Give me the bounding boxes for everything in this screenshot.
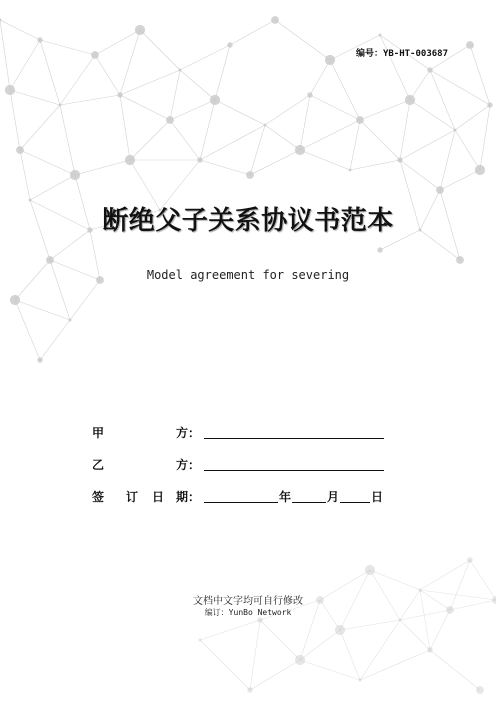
page-subtitle: Model agreement for severing bbox=[146, 268, 350, 282]
network-line bbox=[310, 60, 330, 95]
network-dot bbox=[91, 51, 99, 59]
year-label: 年 bbox=[279, 490, 292, 504]
network-dot bbox=[199, 639, 202, 642]
network-line bbox=[410, 70, 430, 100]
network-line bbox=[370, 570, 420, 590]
network-line bbox=[265, 125, 300, 150]
network-line bbox=[120, 95, 170, 120]
network-dot bbox=[135, 25, 145, 35]
month-input-line[interactable] bbox=[292, 502, 326, 503]
network-line bbox=[350, 120, 360, 170]
network-dot bbox=[405, 95, 415, 105]
network-line bbox=[60, 105, 75, 175]
network-dot bbox=[197, 157, 202, 162]
network-line bbox=[75, 160, 130, 175]
party-b-label-suffix: 方： bbox=[176, 458, 201, 472]
network-line bbox=[70, 280, 100, 320]
network-line bbox=[430, 70, 455, 130]
network-dot bbox=[10, 295, 20, 305]
network-line bbox=[215, 100, 265, 125]
network-line bbox=[420, 560, 470, 590]
network-line bbox=[400, 100, 410, 160]
network-line bbox=[15, 300, 70, 320]
network-dot bbox=[125, 155, 135, 165]
network-dot bbox=[365, 565, 375, 575]
network-line bbox=[300, 95, 310, 150]
network-line bbox=[340, 620, 400, 630]
network-line bbox=[330, 60, 360, 120]
network-line bbox=[170, 100, 215, 120]
network-dot bbox=[359, 679, 362, 682]
network-line bbox=[200, 125, 265, 160]
network-dot bbox=[476, 686, 484, 694]
network-line bbox=[480, 105, 490, 170]
network-line bbox=[20, 150, 30, 200]
network-line bbox=[180, 70, 215, 100]
editable-note: 文档中文字均可自行修改 bbox=[193, 596, 303, 607]
network-dot bbox=[436, 186, 444, 194]
network-line bbox=[430, 70, 490, 105]
network-line bbox=[215, 45, 230, 100]
network-line bbox=[440, 130, 455, 190]
network-dot bbox=[37, 37, 42, 42]
network-dot bbox=[295, 655, 305, 665]
network-dot bbox=[379, 34, 382, 37]
network-dot bbox=[397, 157, 402, 162]
network-dot bbox=[271, 16, 279, 24]
network-line bbox=[360, 620, 400, 680]
network-line bbox=[300, 150, 350, 170]
network-line bbox=[40, 320, 70, 360]
network-line bbox=[40, 40, 95, 55]
party-a-label-char: 甲 bbox=[92, 426, 105, 440]
network-dot bbox=[335, 625, 345, 635]
network-line bbox=[310, 95, 360, 120]
network-line bbox=[200, 620, 260, 640]
network-dot bbox=[475, 165, 485, 175]
network-dot bbox=[246, 171, 254, 179]
sign-date-label-4: 期： bbox=[176, 490, 201, 504]
day-label: 日 bbox=[371, 490, 384, 504]
network-line bbox=[440, 170, 480, 190]
network-dot bbox=[117, 92, 122, 97]
network-dot bbox=[37, 357, 42, 362]
network-line bbox=[10, 40, 40, 90]
network-dot bbox=[487, 102, 492, 107]
network-line bbox=[60, 95, 120, 105]
network-dot bbox=[70, 170, 80, 180]
editor-credit: 编订：YunBo Network bbox=[204, 608, 292, 617]
network-line bbox=[30, 175, 75, 200]
network-line bbox=[200, 160, 250, 175]
network-line bbox=[400, 160, 440, 190]
network-line bbox=[360, 650, 430, 680]
network-line bbox=[300, 660, 360, 680]
document-number: 编号：YB-HT-003687 bbox=[355, 49, 448, 59]
network-line bbox=[265, 95, 310, 125]
network-dot bbox=[0, 19, 2, 22]
network-line bbox=[430, 650, 480, 690]
network-line bbox=[0, 20, 10, 90]
network-dot bbox=[210, 95, 220, 105]
network-line bbox=[250, 150, 300, 175]
network-dot bbox=[377, 247, 382, 252]
network-dot bbox=[264, 124, 267, 127]
network-line bbox=[140, 30, 180, 70]
network-line bbox=[455, 105, 490, 130]
network-dot bbox=[247, 687, 252, 692]
network-line bbox=[10, 90, 20, 150]
network-line bbox=[40, 40, 60, 105]
sign-date-label-3: 日 bbox=[152, 490, 165, 504]
party-b-label-char: 乙 bbox=[92, 458, 105, 472]
network-dot bbox=[399, 619, 402, 622]
network-line bbox=[200, 640, 250, 690]
network-dot bbox=[69, 319, 72, 322]
network-line bbox=[260, 620, 300, 660]
sign-date-label-2: 订 bbox=[126, 490, 139, 504]
network-dot bbox=[46, 256, 54, 264]
network-dot bbox=[467, 557, 472, 562]
network-line bbox=[0, 20, 40, 40]
network-line bbox=[170, 70, 180, 120]
network-dot bbox=[5, 85, 15, 95]
network-line bbox=[455, 130, 480, 170]
network-line bbox=[15, 300, 40, 360]
network-line bbox=[400, 130, 455, 160]
network-dot bbox=[59, 104, 62, 107]
network-line bbox=[230, 20, 275, 45]
party-a-label-suffix: 方： bbox=[176, 426, 201, 440]
year-input-line[interactable] bbox=[204, 502, 278, 503]
network-dot bbox=[257, 617, 262, 622]
network-dot bbox=[179, 69, 182, 72]
network-line bbox=[300, 120, 360, 150]
party-a-input-line[interactable] bbox=[204, 438, 384, 439]
network-line bbox=[340, 630, 360, 680]
network-line bbox=[200, 100, 215, 160]
network-line bbox=[10, 90, 60, 105]
sign-date-label-1: 签 bbox=[92, 490, 105, 504]
network-line bbox=[410, 100, 455, 130]
network-line bbox=[275, 20, 330, 60]
network-dot bbox=[295, 145, 305, 155]
network-dot bbox=[16, 146, 24, 154]
network-line bbox=[360, 100, 410, 120]
network-line bbox=[300, 630, 340, 660]
network-line bbox=[95, 55, 120, 95]
network-line bbox=[120, 95, 130, 160]
network-dot bbox=[307, 92, 312, 97]
network-line bbox=[20, 150, 75, 175]
day-input-line[interactable] bbox=[340, 502, 370, 503]
network-dot bbox=[427, 67, 432, 72]
network-line bbox=[350, 160, 400, 170]
network-dot bbox=[349, 169, 352, 172]
network-line bbox=[130, 120, 170, 160]
network-line bbox=[60, 55, 95, 105]
network-line bbox=[180, 45, 230, 70]
network-dot bbox=[166, 116, 174, 124]
page-title: 断绝父子关系协议书范本 bbox=[102, 206, 394, 236]
network-dot bbox=[454, 129, 457, 132]
network-line bbox=[360, 120, 400, 160]
network-line bbox=[380, 35, 410, 100]
network-dot bbox=[227, 42, 232, 47]
network-line bbox=[170, 120, 200, 160]
network-dot bbox=[456, 256, 464, 264]
network-line bbox=[120, 70, 180, 95]
network-line bbox=[250, 660, 300, 690]
network-dot bbox=[356, 116, 364, 124]
network-dot bbox=[325, 55, 335, 65]
network-dot bbox=[427, 647, 432, 652]
network-line bbox=[20, 105, 60, 150]
network-line bbox=[250, 125, 265, 175]
network-line bbox=[470, 45, 490, 105]
party-b-input-line[interactable] bbox=[204, 470, 384, 471]
month-label: 月 bbox=[327, 490, 340, 504]
network-dot bbox=[466, 41, 474, 49]
network-line bbox=[250, 620, 260, 690]
